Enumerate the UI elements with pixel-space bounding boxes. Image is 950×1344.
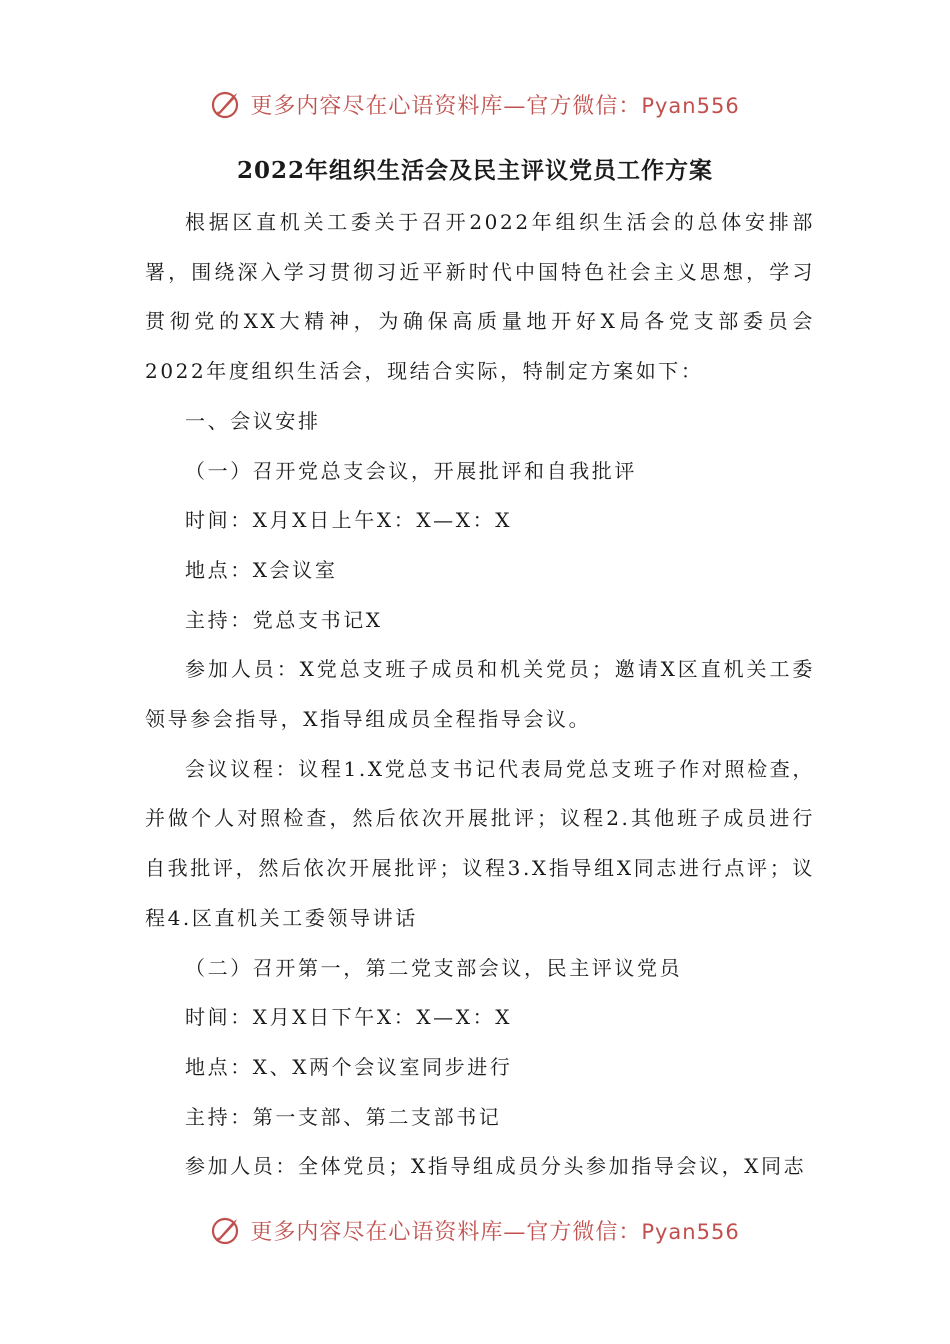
subsection-heading-general-branch-meeting: （一）召开党总支会议，开展批评和自我批评 — [185, 458, 637, 483]
meeting-host: 主持：党总支书记X — [185, 607, 383, 632]
watermark-text: 更多内容尽在心语资料库—官方微信：Pyan556 — [250, 1219, 740, 1245]
watermark-header — [0, 84, 950, 124]
document-title: 2022年组织生活会及民主评议党员工作方案 — [236, 157, 713, 184]
watermark-text: 更多内容尽在心语资料库—官方微信：Pyan556 — [250, 93, 740, 119]
subsection-heading-branch-meetings: （二）召开第一，第二党支部会议，民主评议党员 — [185, 955, 683, 980]
meeting-time: 时间：X月X日上午X：X—X：X — [185, 508, 513, 533]
section-heading-meeting-arrangement: 一、会议安排 — [185, 408, 321, 433]
meeting-agenda: 会议议程：议程1.X党总支书记代表局党总支班子作对照检查，并做个人对照检查，然后依次开展批评；议程2.其他班子成员进行自我批评，然后依次开展批评；议程3.X指导组X同志进行点评；议程4.区直机关工委领导讲话 — [145, 756, 815, 930]
watermark-wechat-id: Pyan556 — [641, 93, 740, 118]
pen-nib-logo-icon — [210, 1213, 244, 1247]
pen-nib-logo-icon — [210, 87, 244, 121]
meeting-attendees: 参加人员：X党总支班子成员和机关党员；邀请X区直机关工委领导参会指导，X指导组成员全程指导会议。 — [145, 657, 815, 732]
meeting-attendees: 参加人员：全体党员；X指导组成员分头参加指导会议，X同志 — [185, 1154, 807, 1179]
meeting-time: 时间：X月X日下午X：X—X：X — [185, 1005, 513, 1030]
watermark-footer — [0, 1210, 950, 1250]
meeting-location: 地点：X会议室 — [185, 557, 338, 582]
watermark-wechat-id: Pyan556 — [641, 1219, 740, 1244]
meeting-location: 地点：X、X两个会议室同步进行 — [185, 1054, 513, 1079]
document-body — [145, 198, 815, 1192]
meeting-host: 主持：第一支部、第二支部书记 — [185, 1104, 502, 1129]
paragraph-intro: 根据区直机关工委关于召开2022年组织生活会的总体安排部署，围绕深入学习贯彻习近平新时代中国特色社会主义思想，学习贯彻党的XX大精神，为确保高质量地开好X局各党支部委员会2022年度组织生活会，现结合实际，特制定方案如下： — [145, 210, 815, 384]
